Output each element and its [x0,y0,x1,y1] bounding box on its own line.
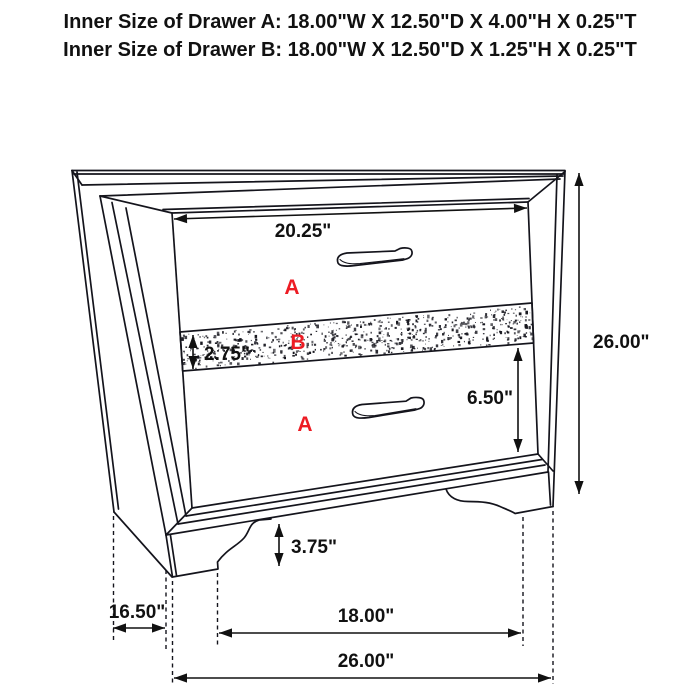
drawer-label-middle-b: B [290,331,306,354]
dim-band-height-label: 2.75" [204,344,250,365]
dim-top-width [174,204,527,242]
dim-overall-width [174,651,551,683]
frame-left-bevel-1 [112,203,178,525]
frame-left-bevel-2 [126,208,186,516]
rail-bevel-2 [178,465,545,524]
opening-bottom-edge [192,454,538,508]
drawer-label-top-a: A [284,276,300,299]
dim-feet-span [219,606,521,638]
dim-side-depth-label: 16.50" [108,602,166,623]
right-foot [446,489,553,514]
dim-feet-span-label: 18.00" [337,606,395,627]
drawer-b-inner-size-text: Inner Size of Drawer B: 18.00"W X 12.50"D X 1.25"H X 0.25"T [63,39,637,61]
dim-overall-height [574,173,649,494]
dimension-annotations [109,173,650,683]
top-left-miter [100,196,172,213]
dim-lower-drawer-height-label: 6.50" [467,388,513,409]
side-panel-left-edge [72,171,114,513]
dim-side-depth [109,602,166,633]
frame-outer-top-edge [100,179,560,196]
dim-overall-height-label: 26.00" [593,332,650,353]
bottom-right-miter [538,454,553,471]
dim-foot-height-label: 3.75" [291,537,337,558]
dim-lower-drawer-height [467,348,523,452]
top-slab-front-edge [82,176,563,185]
left-foot [166,519,271,577]
drawer-a-inner-size-text: Inner Size of Drawer A: 18.00"W X 12.50"D X 4.00"H X 0.25"T [63,11,637,33]
drawer-label-bottom-a: A [297,413,313,436]
dim-top-width-label: 20.25" [274,221,332,242]
dim-overall-width-label: 26.00" [337,651,395,672]
right-foot-inner-edge [549,472,551,505]
side-panel-left-edge-inner [77,172,119,509]
drawer-letter-labels [284,276,312,436]
rail-bevel-1 [186,460,542,517]
dim-foot-height [274,524,337,566]
